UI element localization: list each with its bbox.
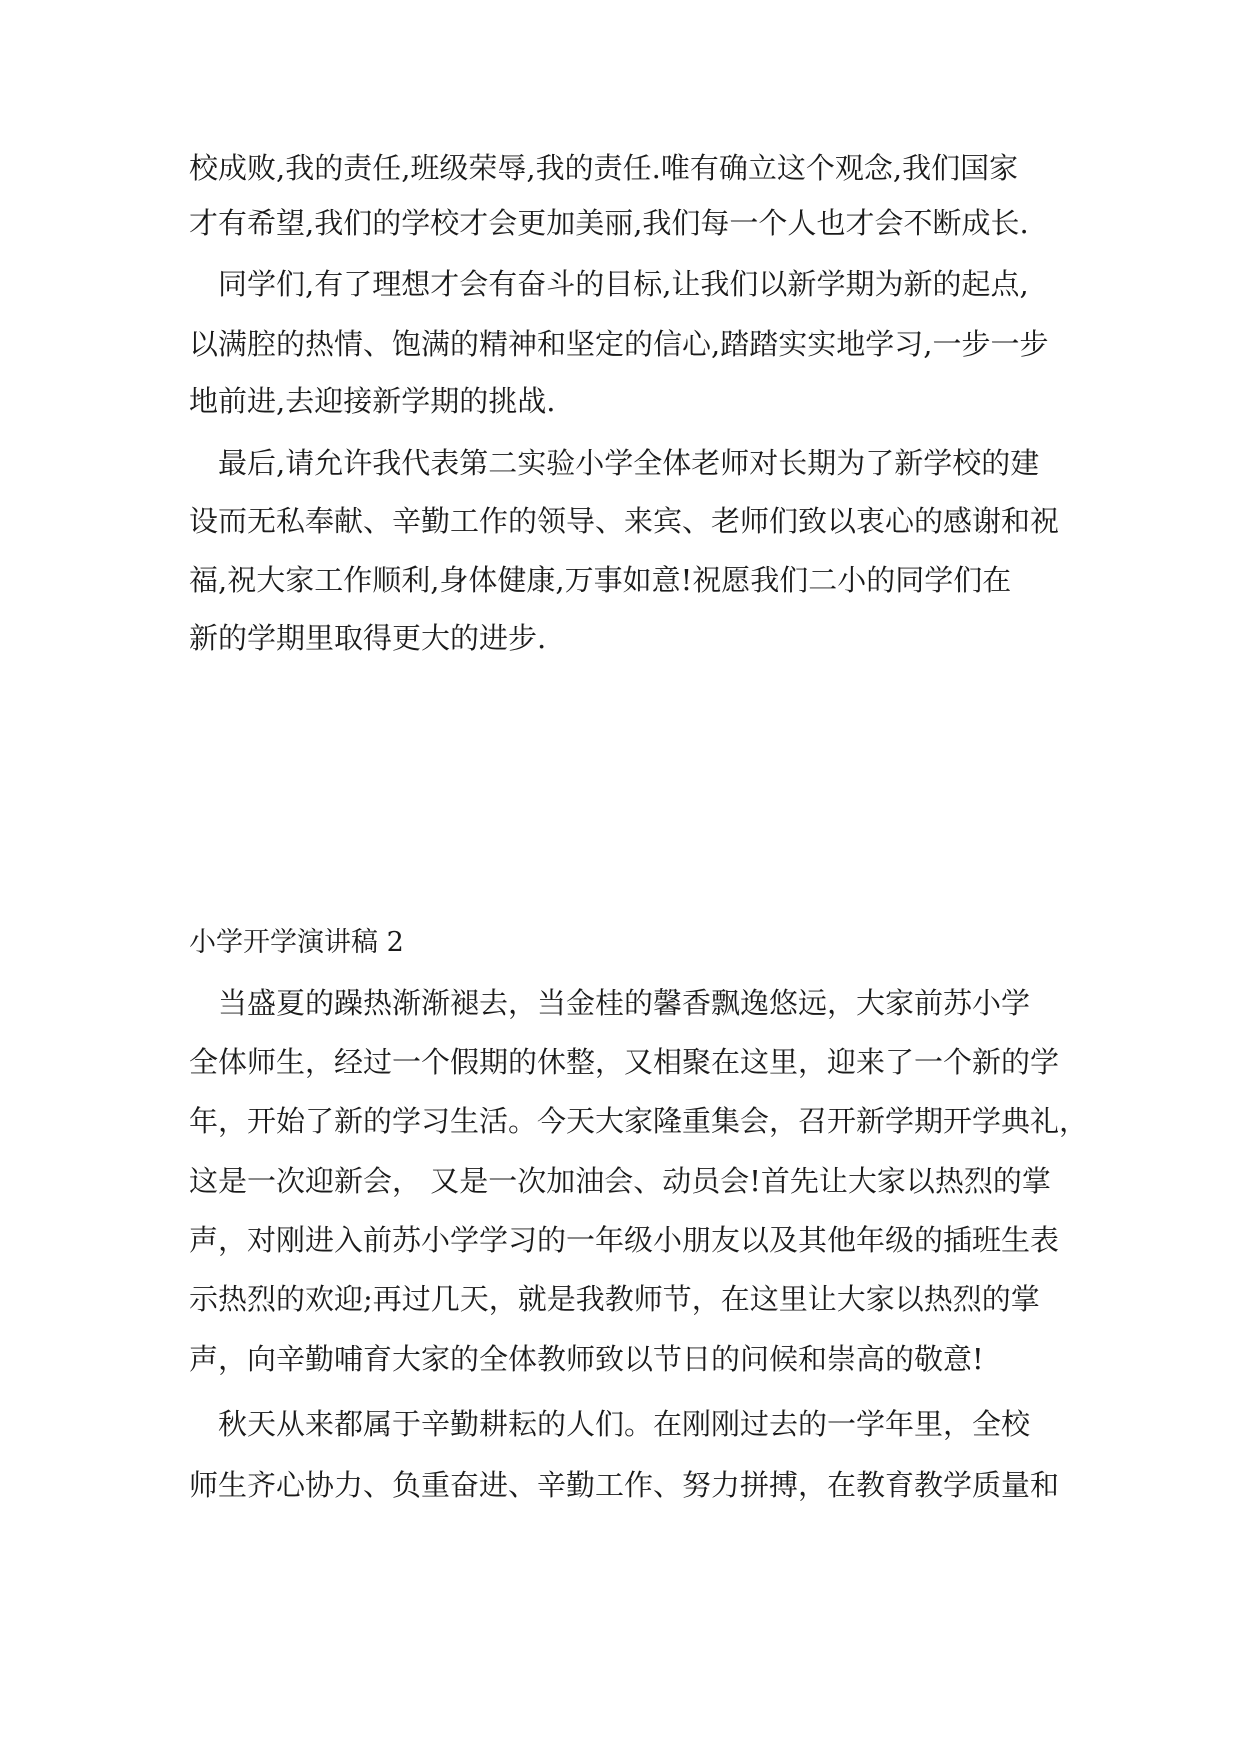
paragraph-line: 才有希望,我们的学校才会更加美丽,我们每一个人也才会不断成长. <box>189 206 1029 240</box>
paragraph-line: 当盛夏的躁热渐渐褪去，当金桂的馨香飘逸悠远，大家前苏小学 <box>189 986 1031 1020</box>
paragraph-line: 以满腔的热情、饱满的精神和坚定的信心,踏踏实实地学习,一步一步 <box>189 327 1049 361</box>
paragraph-line: 新的学期里取得更大的进步. <box>189 621 547 655</box>
section-title: 小学开学演讲稿 2 <box>189 927 404 958</box>
paragraph-line: 地前进,去迎接新学期的挑战. <box>189 384 556 418</box>
paragraph-line: 秋天从来都属于辛勤耕耘的人们。在刚刚过去的一学年里，全校 <box>189 1407 1031 1441</box>
paragraph-line: 校成败,我的责任,班级荣辱,我的责任.唯有确立这个观念,我们国家 <box>189 151 1019 185</box>
paragraph-line: 年，开始了新的学习生活。今天大家隆重集会，召开新学期开学典礼， <box>189 1104 1089 1138</box>
paragraph-line: 设而无私奉献、辛勤工作的领导、来宾、老师们致以衷心的感谢和祝 <box>189 504 1060 538</box>
paragraph-line: 师生齐心协力、负重奋进、辛勤工作、努力拼搏，在教育教学质量和 <box>189 1468 1060 1502</box>
paragraph-line: 福,祝大家工作顺利,身体健康,万事如意!祝愿我们二小的同学们在 <box>189 563 1012 597</box>
paragraph-line: 声，对刚进入前苏小学学习的一年级小朋友以及其他年级的插班生表 <box>189 1223 1060 1257</box>
paragraph-line: 声，向辛勤哺育大家的全体教师致以节日的问候和崇高的敬意! <box>189 1342 984 1376</box>
paragraph-line: 这是一次迎新会， 又是一次加油会、动员会!首先让大家以热烈的掌 <box>189 1164 1051 1198</box>
paragraph-line: 同学们,有了理想才会有奋斗的目标,让我们以新学期为新的起点, <box>189 267 1029 301</box>
paragraph-line: 示热烈的欢迎;再过几天，就是我教师节，在这里让大家以热烈的掌 <box>189 1282 1040 1316</box>
paragraph-line: 全体师生，经过一个假期的休整，又相聚在这里，迎来了一个新的学 <box>189 1045 1060 1079</box>
paragraph-line: 最后,请允许我代表第二实验小学全体老师对长期为了新学校的建 <box>189 446 1040 480</box>
